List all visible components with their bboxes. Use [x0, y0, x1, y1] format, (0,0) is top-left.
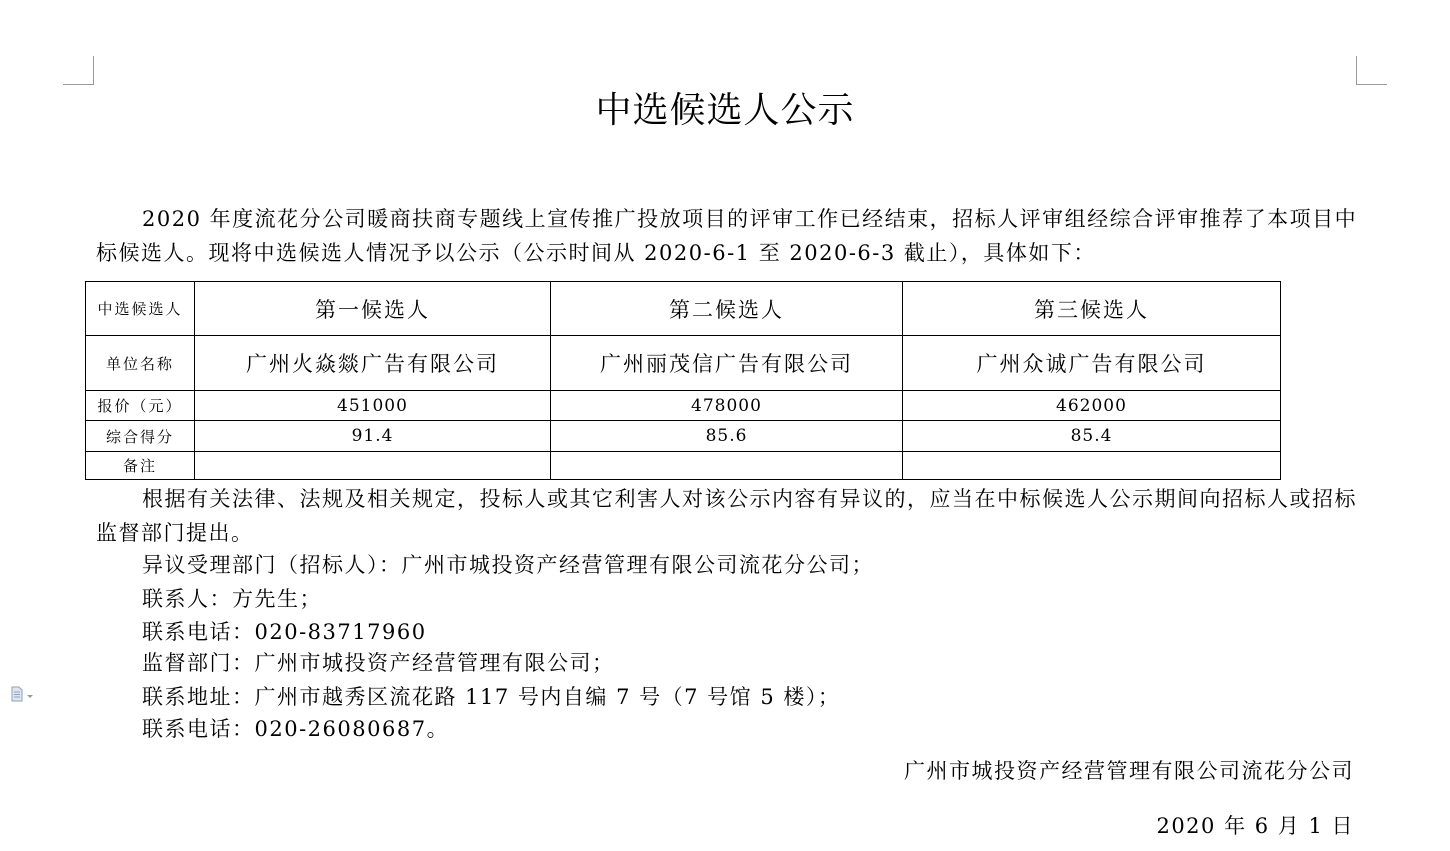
candidate-company: 广州众诚广告有限公司 — [903, 336, 1281, 391]
supervision-department: 监督部门：广州市城投资产经营管理有限公司； — [142, 651, 615, 675]
candidate-note — [903, 452, 1281, 480]
candidate-bid: 462000 — [903, 391, 1281, 421]
table-row — [86, 336, 1281, 391]
signature-date: 2020 年 6 月 1 日 — [1156, 814, 1354, 838]
candidate-score: 85.4 — [903, 421, 1281, 452]
candidate-company: 广州丽茂信广告有限公司 — [551, 336, 903, 391]
crop-mark-top-left-horizontal — [63, 84, 94, 85]
row-label-score: 综合得分 — [86, 421, 195, 452]
row-label-company: 单位名称 — [86, 336, 195, 391]
candidate-rank: 第三候选人 — [903, 282, 1281, 336]
table-row — [86, 282, 1281, 336]
candidates-table — [85, 281, 1281, 480]
contact-phone: 联系电话：020-83717960 — [142, 620, 427, 644]
contact-address: 联系地址：广州市越秀区流花路 117 号内自编 7 号（7 号馆 5 楼）； — [142, 685, 841, 709]
document-icon[interactable] — [10, 686, 40, 702]
objection-department: 异议受理部门（招标人）：广州市城投资产经营管理有限公司流花分公司； — [142, 553, 874, 577]
candidate-company: 广州火焱燚广告有限公司 — [195, 336, 551, 391]
candidate-note — [551, 452, 903, 480]
table-row — [86, 452, 1281, 480]
row-label-candidate: 中选候选人 — [86, 282, 195, 336]
crop-mark-top-right-vertical — [1356, 56, 1357, 85]
candidate-rank: 第二候选人 — [551, 282, 903, 336]
table-row — [86, 391, 1281, 421]
crop-mark-top-left-vertical — [93, 56, 94, 85]
candidate-bid: 478000 — [551, 391, 903, 421]
contact-person: 联系人：方先生； — [142, 587, 322, 611]
objection-basis-paragraph: 根据有关法律、法规及相关规定，投标人或其它利害人对该公示内容有异议的，应当在中标候选人公示期间向招标人或招标监督部门提出。 — [96, 487, 1357, 545]
crop-mark-top-right-horizontal — [1356, 84, 1387, 85]
row-label-bid: 报价（元） — [86, 391, 195, 421]
supervision-phone: 联系电话：020-26080687。 — [142, 717, 450, 741]
table-row — [86, 421, 1281, 452]
candidate-rank: 第一候选人 — [195, 282, 551, 336]
intro-paragraph: 2020 年度流花分公司暖商扶商专题线上宣传推广投放项目的评审工作已经结束，招标人评审组经综合评审推荐了本项目中标候选人。现将中选候选人情况予以公示（公示时间从 2020-6-1 至 2020-6-3 截止），具体如下： — [96, 207, 1358, 265]
document-title: 中选候选人公示 — [595, 90, 855, 131]
candidate-score: 91.4 — [195, 421, 551, 452]
candidate-bid: 451000 — [195, 391, 551, 421]
row-label-note: 备注 — [86, 452, 195, 480]
candidate-note — [195, 452, 551, 480]
signature-organization: 广州市城投资产经营管理有限公司流花分公司 — [904, 759, 1354, 783]
candidate-score: 85.6 — [551, 421, 903, 452]
